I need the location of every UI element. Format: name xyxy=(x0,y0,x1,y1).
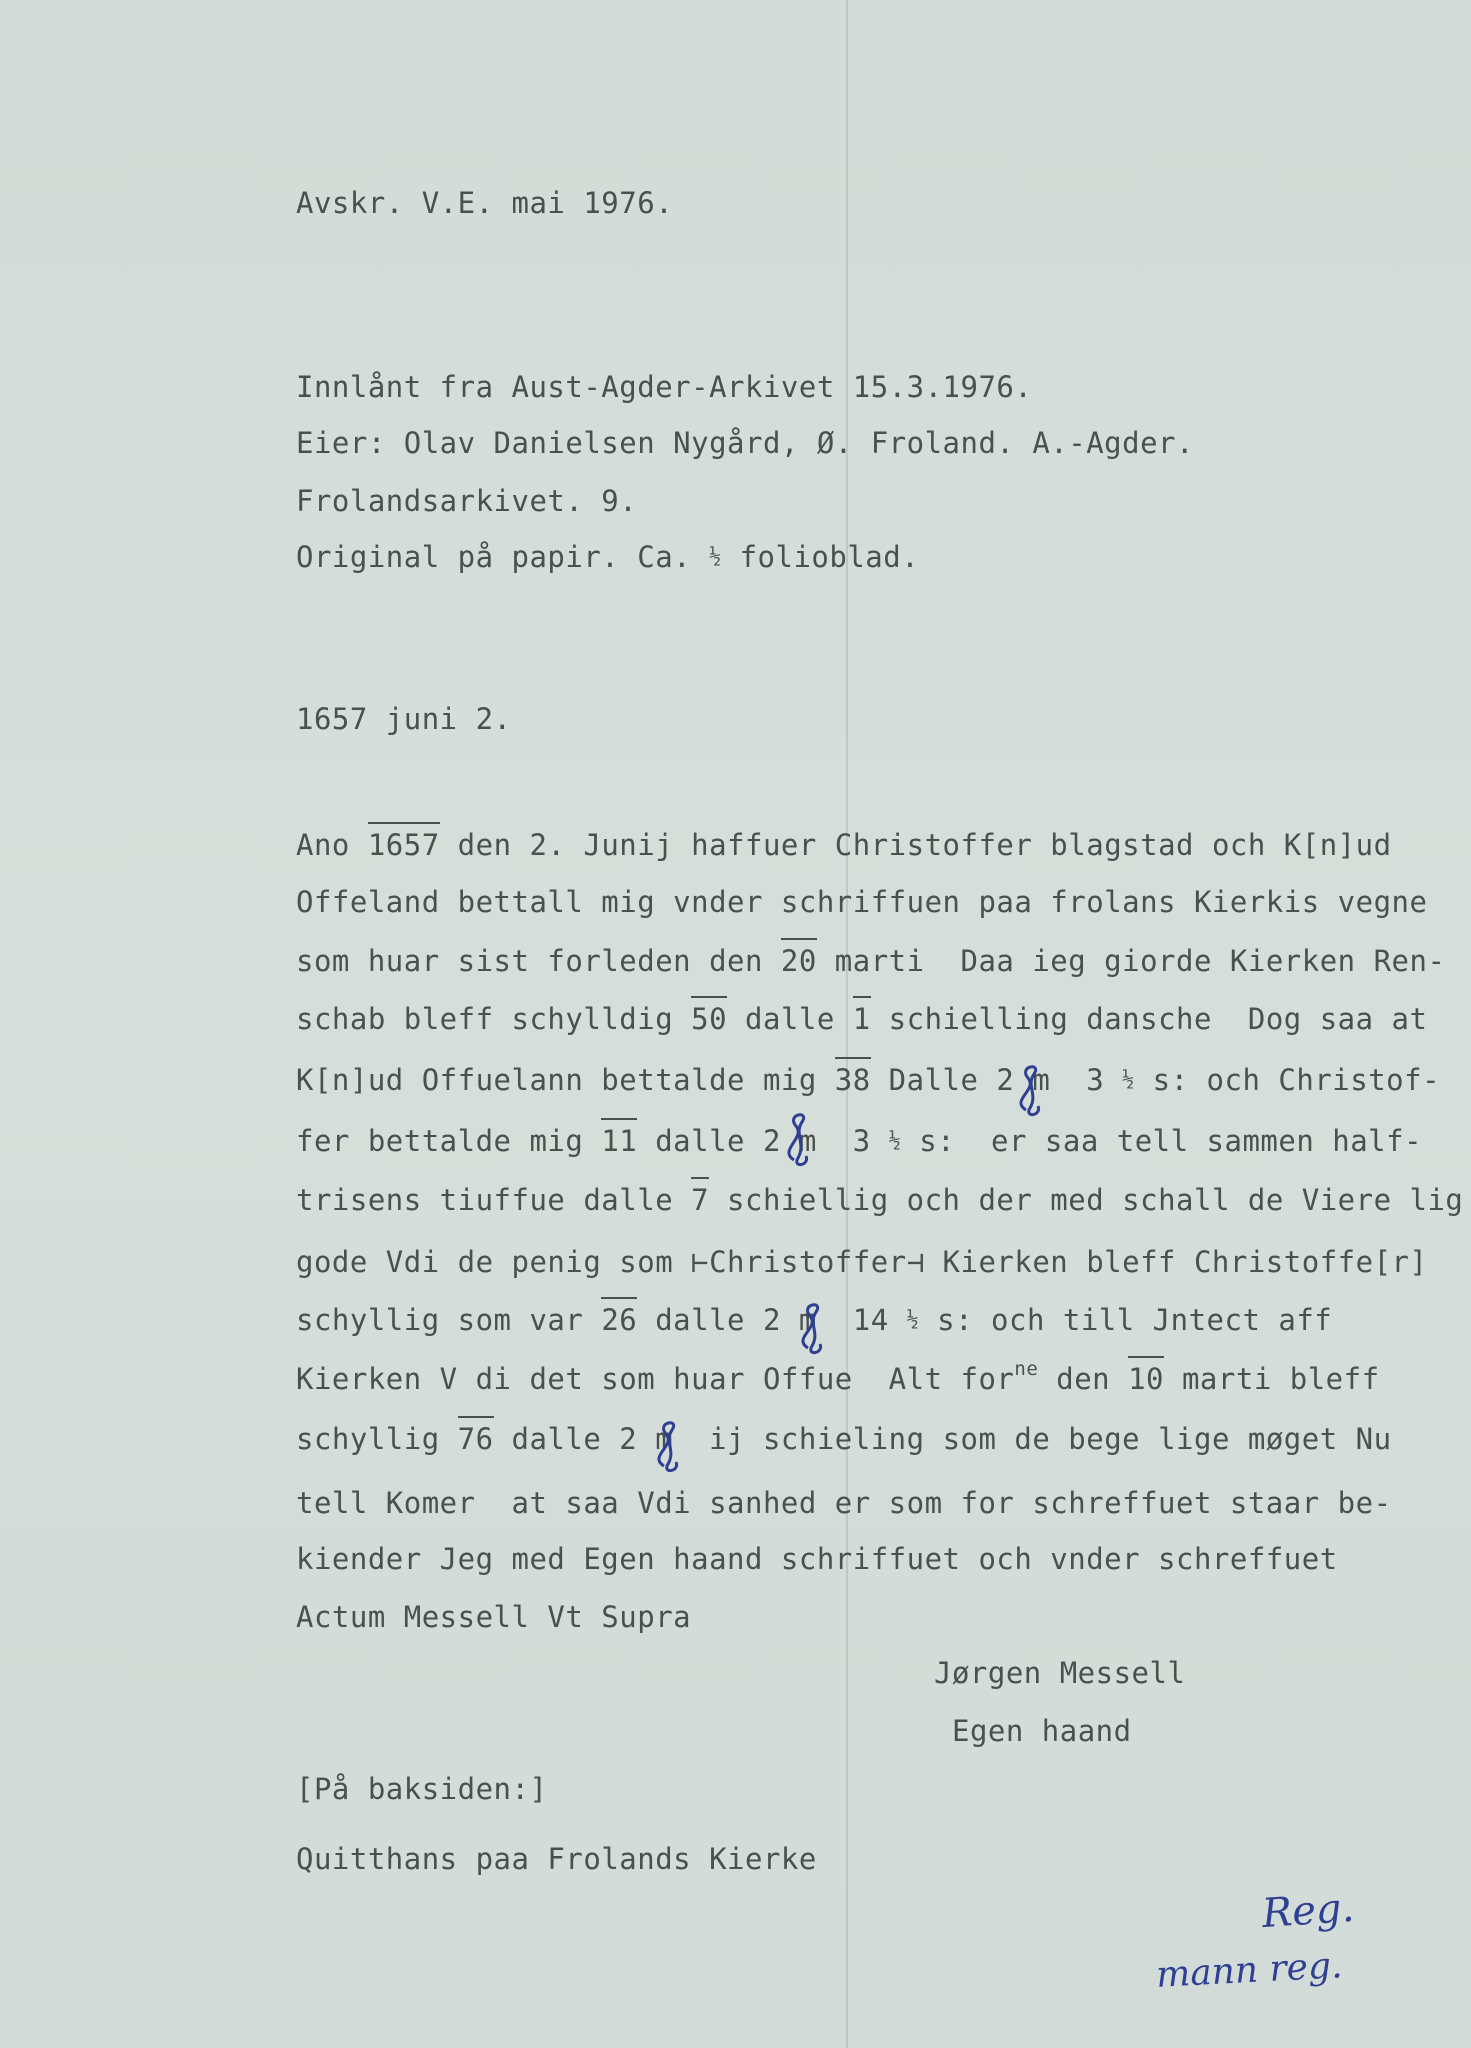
text-span: marti bleff xyxy=(1164,1362,1380,1396)
reverse-label: [På baksiden:] xyxy=(296,1772,548,1806)
fraction-half: ½ xyxy=(906,1307,920,1331)
text-span: fer bettalde mig xyxy=(296,1124,602,1158)
currency-mark-icon xyxy=(1008,1060,1048,1120)
owner-line: Eier: Olav Danielsen Nygård, Ø. Froland. A.-Agder. xyxy=(296,426,1194,460)
text-span: schiellig och der med schall de Viere lig xyxy=(709,1183,1464,1217)
text-span: Dalle 2 m xyxy=(870,1063,1051,1097)
text-span: schab bleff schylldig xyxy=(296,1002,692,1036)
body-line xyxy=(296,1183,1463,1217)
overlined-number: 26 xyxy=(601,1303,638,1337)
text-span: Kierken V di det som huar Offue Alt for xyxy=(296,1362,1015,1396)
overlined-number: 76 xyxy=(457,1422,494,1456)
original-note xyxy=(296,540,919,577)
text-span: trisens tiuffue dalle xyxy=(296,1183,692,1217)
text-span: schyllig som var xyxy=(296,1303,602,1337)
overlined-number: 7 xyxy=(691,1183,710,1217)
body-line xyxy=(296,828,1392,862)
text-span: 14 xyxy=(816,1303,907,1337)
transcription-note: Avskr. V.E. mai 1976. xyxy=(296,186,674,220)
body-line xyxy=(296,1422,1392,1456)
text-span: Ano xyxy=(296,828,368,862)
currency-mark-icon xyxy=(790,1298,830,1358)
body-line: gode Vdi de penig som ⊢Christoffer⊣ Kierken bleff Christoffe[r] xyxy=(296,1245,1428,1279)
body-line xyxy=(296,944,1445,978)
fraction-half: ½ xyxy=(709,544,722,568)
text-span: dalle 2 m xyxy=(493,1422,674,1456)
original-note-before: Original på papir. Ca. xyxy=(296,540,692,574)
signature-name: Jørgen Messell xyxy=(934,1656,1186,1690)
fraction-half: ½ xyxy=(1122,1067,1135,1091)
overlined-number: 10 xyxy=(1128,1362,1165,1396)
text-span: den xyxy=(1038,1362,1129,1396)
overlined-number: 38 xyxy=(834,1063,871,1097)
text-span: ij schieling som de bege lige møget Nu xyxy=(673,1422,1392,1456)
body-line xyxy=(296,1002,1427,1036)
text-span: schyllig xyxy=(296,1422,458,1456)
text-span: marti Daa ieg giorde Kierken Ren- xyxy=(816,944,1446,978)
reverse-text: Quitthans paa Frolands Kierke xyxy=(296,1842,817,1876)
body-line: Offeland bettall mig vnder schriffuen paa frolans Kierkis vegne xyxy=(296,885,1428,919)
text-span: s: er saa tell sammen half- xyxy=(901,1124,1423,1158)
overlined-number: 1657 xyxy=(367,828,440,862)
currency-mark-icon xyxy=(776,1108,816,1172)
text-span: s: och till Jntect aff xyxy=(919,1303,1333,1337)
fraction-half: ½ xyxy=(888,1128,902,1152)
text-span: s: och Christof- xyxy=(1134,1063,1441,1097)
overlined-number: 1 xyxy=(852,1002,871,1036)
handwritten-reg: Reg. xyxy=(1260,1884,1356,1938)
body-line xyxy=(296,1063,1440,1100)
overlined-number: 50 xyxy=(691,1002,728,1036)
text-span: dalle 2 m xyxy=(637,1124,817,1158)
archive-line: Frolandsarkivet. 9. xyxy=(296,484,638,518)
text-span: K[n]ud Offuelann bettalde mig xyxy=(296,1063,835,1097)
body-line: Actum Messell Vt Supra xyxy=(296,1600,692,1634)
text-span: schielling dansche Dog saa at xyxy=(870,1002,1428,1036)
original-note-after: folioblad. xyxy=(739,540,920,574)
text-span: den 2. Junij haffuer Christoffer blagstad och K[n]ud xyxy=(439,828,1392,862)
body-line: kiender Jeg med Egen haand schriffuet och vnder schreffuet xyxy=(296,1542,1338,1576)
text-span: 3 xyxy=(1050,1063,1123,1097)
superscript: ne xyxy=(1014,1358,1039,1380)
text-span: som huar sist forleden den xyxy=(296,944,781,978)
text-span: dalle xyxy=(727,1002,853,1036)
signature-note: Egen haand xyxy=(952,1714,1132,1748)
body-line xyxy=(296,1124,1422,1161)
date-heading: 1657 juni 2. xyxy=(296,702,512,736)
body-line: tell Komer at saa Vdi sanhed er som for schreffuet staar be- xyxy=(296,1486,1392,1520)
text-span: 3 xyxy=(816,1124,889,1158)
loan-note: Innlånt fra Aust-Agder-Arkivet 15.3.1976. xyxy=(296,370,1033,404)
text-span: dalle 2 m xyxy=(637,1303,817,1337)
overlined-number: 20 xyxy=(780,944,817,978)
overlined-number: 11 xyxy=(601,1124,638,1158)
handwritten-mann-reg: mann reg. xyxy=(1155,1945,1344,1996)
body-line xyxy=(296,1358,1380,1400)
currency-mark-icon xyxy=(646,1416,686,1476)
